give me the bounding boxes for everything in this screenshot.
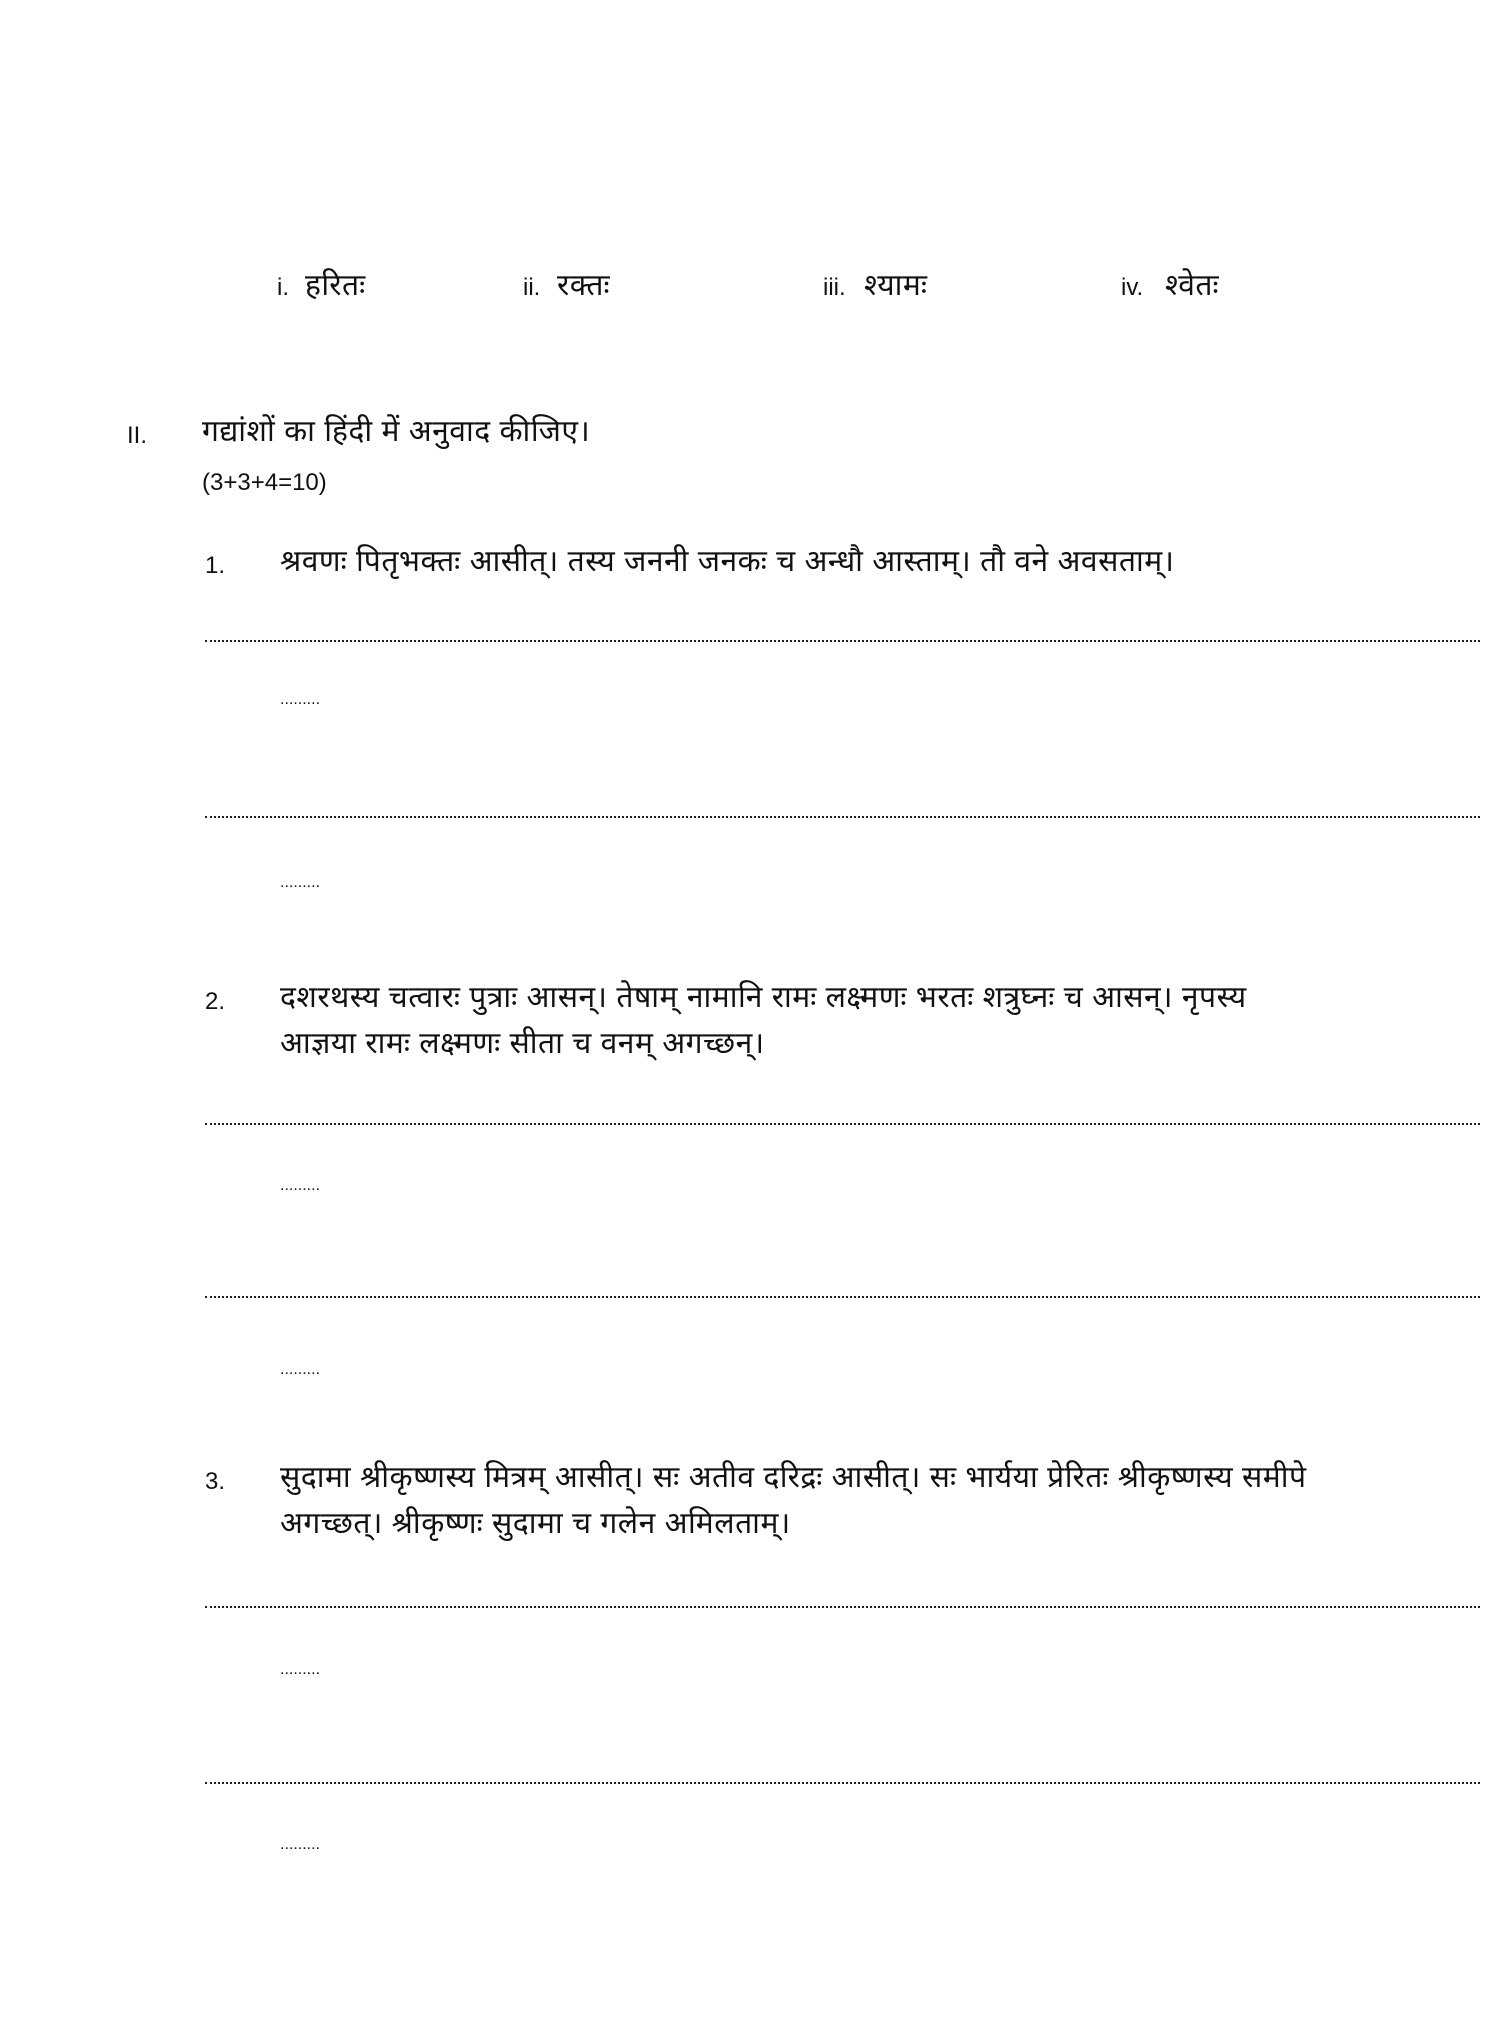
passage-line: आज्ञया रामः लक्ष्मणः सीता च वनम् अगच्छन्। [280,1027,765,1060]
answer-line[interactable] [205,1782,1480,1784]
passage-line: दशरथस्य चत्वारः पुत्राः आसन्। तेषाम् नामानि रामः लक्ष्मणः भरतः शत्रुघ्नः च आसन्। नृपस्य [280,981,1247,1014]
passage-line: अगच्छत्। श्रीकृष्णः सुदामा च गलेन अमिलताम्। [280,1507,791,1540]
section-marks: (3+3+4=10) [202,469,327,496]
section-instruction: गद्यांशों का हिंदी में अनुवाद कीजिए। [202,415,591,448]
answer-continuation: ......... [280,1361,321,1378]
passage-line: श्रवणः पितृभक्तः आसीत्। तस्य जननी जनकः च अन्धौ आस्ताम्। तौ वने अवसताम्। [280,545,1175,578]
answer-continuation: ......... [280,1661,321,1678]
option-ii-text: रक्तः [557,269,611,302]
answer-line[interactable] [205,816,1480,818]
answer-continuation: ......... [280,874,321,891]
option-iii-text: श्यामः [864,269,928,302]
option-i-label: i. [277,274,289,301]
answer-line[interactable] [205,640,1480,642]
answer-continuation: ......... [280,691,321,708]
option-iii-label: iii. [823,274,846,301]
option-iv-text: श्वेतः [1165,269,1220,302]
answer-line[interactable] [205,1296,1480,1298]
answer-continuation: ......... [280,1177,321,1194]
answer-continuation: ......... [280,1836,321,1853]
answer-line[interactable] [205,1123,1480,1125]
option-i-text: हरितः [305,269,366,302]
option-iv-label: iv. [1121,274,1144,301]
passage-number: 3. [205,1468,226,1495]
passage-number: 1. [205,552,226,579]
passage-number: 2. [205,988,226,1015]
section-number: II. [127,422,148,449]
passage-line: सुदामा श्रीकृष्णस्य मित्रम् आसीत्। सः अतीव दरिद्रः आसीत्। सः भार्यया प्रेरितः श्रीकृष्णस्य समीपे [280,1461,1307,1494]
answer-line[interactable] [205,1606,1480,1608]
option-ii-label: ii. [523,274,541,301]
